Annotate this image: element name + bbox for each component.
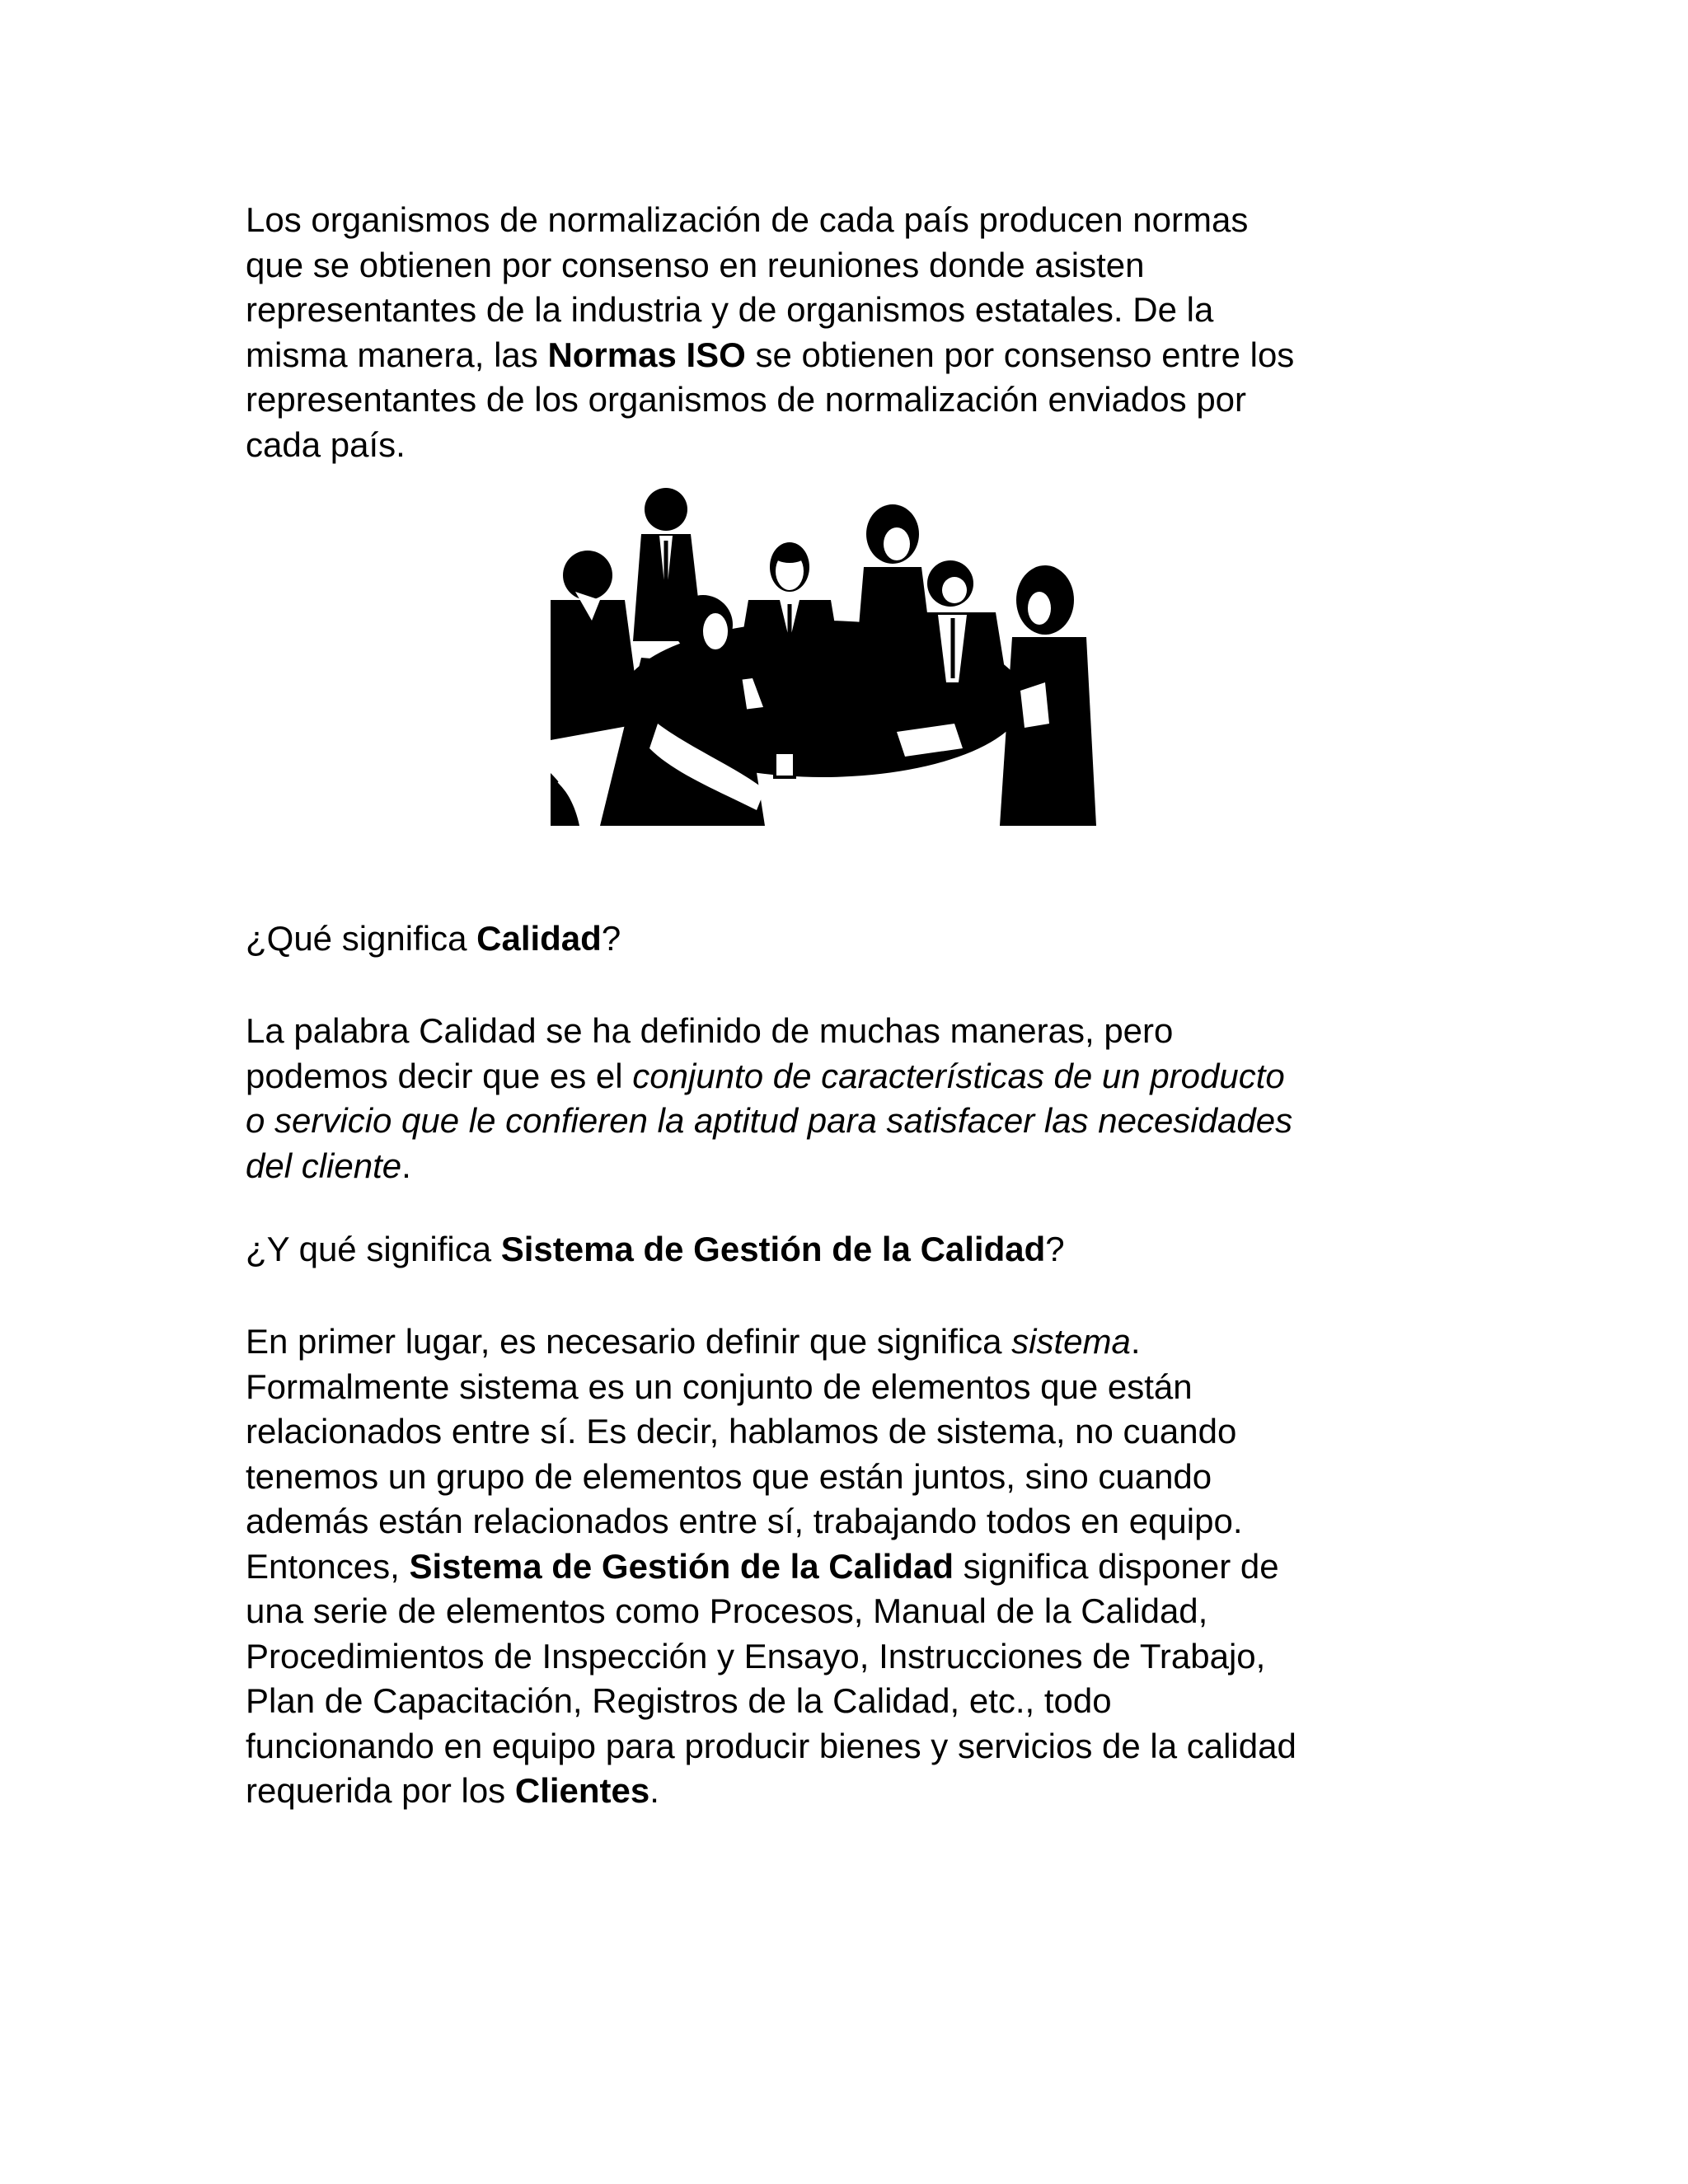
text-segment: que se obtienen por consenso en reuniones donde asisten: [246, 245, 1145, 284]
italic-text: del cliente: [246, 1146, 402, 1185]
text-segment: además están relacionados entre sí, trabajando todos en equipo.: [246, 1502, 1243, 1540]
text-line: [246, 1679, 1432, 1724]
text-line: [246, 1009, 1432, 1054]
text-segment: misma manera, las: [246, 335, 548, 374]
text-line: [246, 1319, 1432, 1365]
text-line: [246, 1455, 1432, 1500]
text-segment: ?: [601, 919, 621, 958]
bold-text: Sistema de Gestión de la Calidad: [409, 1546, 954, 1586]
text-segment: ?: [1045, 1230, 1065, 1268]
text-segment: En primer lugar, es necesario definir que significa: [246, 1322, 1012, 1361]
text-line: [246, 288, 1432, 333]
text-line: [246, 1144, 1432, 1189]
text-segment: significa disponer de: [954, 1546, 1279, 1586]
text-segment: .: [401, 1146, 411, 1185]
question-calidad: [246, 916, 1432, 962]
text-segment: Plan de Capacitación, Registros de la Calidad, etc., todo: [246, 1681, 1112, 1720]
text-segment: ¿Qué significa: [246, 919, 477, 958]
text-line: [246, 1724, 1432, 1769]
italic-text: o servicio que le confieren la aptitud para satisfacer las necesidades: [246, 1101, 1293, 1140]
text-segment: representantes de los organismos de normalización enviados por: [246, 380, 1247, 419]
italic-text: sistema: [1011, 1322, 1131, 1361]
bold-text: Normas ISO: [547, 335, 746, 374]
text-segment: una serie de elementos como Procesos, Manual de la Calidad,: [246, 1591, 1208, 1630]
text-line: [246, 916, 1432, 962]
text-segment: .: [1130, 1322, 1141, 1361]
text-segment: requerida por los: [246, 1771, 515, 1810]
text-segment: funcionando en equipo para producir bienes y servicios de la calidad: [246, 1726, 1296, 1765]
paragraph-calidad-definition: [246, 1009, 1432, 1188]
bold-text: Clientes: [514, 1771, 650, 1810]
business-meeting-illustration: [551, 476, 1096, 826]
text-segment: Procedimientos de Inspección y Ensayo, Instrucciones de Trabajo,: [246, 1636, 1266, 1675]
text-line: [246, 1409, 1432, 1455]
text-line: [246, 423, 1432, 468]
text-line: [246, 377, 1432, 423]
bold-text: Sistema de Gestión de la Calidad: [500, 1230, 1046, 1268]
bold-text: Calidad: [476, 919, 602, 958]
text-line: [246, 1099, 1432, 1144]
text-segment: cada país.: [246, 424, 406, 464]
text-segment: La palabra Calidad se ha definido de muchas maneras, pero: [246, 1011, 1174, 1050]
paragraph-iso-standards: [246, 198, 1432, 467]
text-segment: ¿Y qué significa: [246, 1230, 501, 1268]
text-segment: tenemos un grupo de elementos que están juntos, sino cuando: [246, 1456, 1212, 1496]
text-line: [246, 1544, 1432, 1590]
text-segment: representantes de la industria y de organismos estatales. De la: [246, 290, 1214, 329]
text-line: [246, 1499, 1432, 1544]
text-segment: .: [649, 1771, 659, 1810]
text-line: [246, 1634, 1432, 1680]
italic-text: conjunto de características de un producto: [632, 1056, 1285, 1095]
text-segment: podemos decir que es el: [246, 1056, 633, 1095]
text-segment: Entonces,: [246, 1546, 410, 1586]
text-line: [246, 1365, 1432, 1410]
text-line: [246, 1054, 1432, 1099]
text-segment: se obtienen por consenso entre los: [745, 335, 1295, 374]
text-segment: Formalmente sistema es un conjunto de elementos que están: [246, 1366, 1193, 1406]
text-segment: relacionados entre sí. Es decir, hablamos de sistema, no cuando: [246, 1412, 1237, 1451]
paragraph-sistema-definition: [246, 1319, 1432, 1814]
text-line: [246, 243, 1432, 288]
text-segment: Los organismos de normalización de cada país producen normas: [246, 200, 1249, 239]
text-line: [246, 1227, 1432, 1272]
text-line: [246, 1769, 1432, 1814]
text-line: [246, 1589, 1432, 1634]
question-sistema-gestion: [246, 1227, 1432, 1272]
text-line: [246, 333, 1432, 378]
text-line: [246, 198, 1432, 243]
